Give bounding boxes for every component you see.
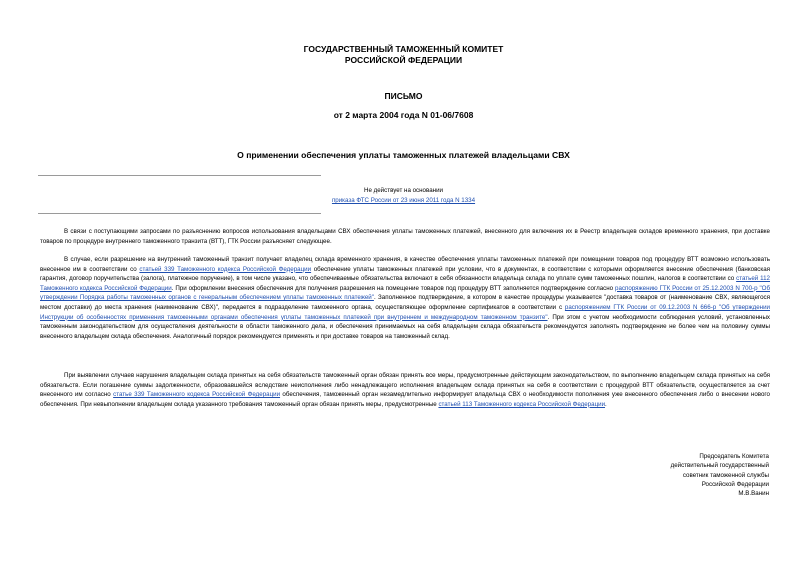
link-order-666r[interactable]: распоряжением ГТК России от 09.12.2003 N 666-р "Об утверждении Инструкции об особенностях применения таможенными органами обеспечения уплаты таможенных платежей при внутреннем и международном таможенном транзите" xyxy=(40,303,770,321)
signatory-name: М.В.Ванин xyxy=(738,490,769,498)
divider-bottom xyxy=(38,213,321,214)
signatory-title-4: Российской Федерации xyxy=(701,480,769,488)
link-article-339[interactable]: статьей 339 Таможенного кодекса Российской Федерации xyxy=(139,265,312,273)
document-type: ПИСЬМО xyxy=(384,91,423,101)
issuer-line-2: РОССИЙСКОЙ ФЕДЕРАЦИИ xyxy=(344,55,463,65)
link-article-112[interactable]: статьей 112 Таможенного кодекса Российской Федерации xyxy=(40,275,771,292)
issuer-line-1: ГОСУДАРСТВЕННЫЙ ТАМОЖЕННЫЙ КОМИТЕТ xyxy=(303,44,504,54)
paragraph-3-text: обеспечения, таможенный орган незамедлительно информирует владельца СВХ о необходимости пополнения уже внесенного обеспечения либо о внесении нового обеспечения. При невыполнении владельцем склада указанного требования таможенный орган обязан принять меры, предусмотренные xyxy=(40,391,770,408)
paragraph-1 xyxy=(40,227,770,246)
status-note xyxy=(0,186,807,206)
issuer-block xyxy=(0,44,807,66)
status-text: Не действует на основании xyxy=(364,187,443,194)
signatory-title-2: действительный государственный xyxy=(670,462,769,470)
signatory-title-1: Председатель Комитета xyxy=(699,453,769,460)
link-article-113[interactable]: статьей 113 Таможенного кодекса Российской Федерации xyxy=(438,400,606,408)
repeal-order-link[interactable]: приказа ФТС России от 23 июня 2011 года N 1334 xyxy=(331,197,476,204)
paragraph-1-text: В связи с поступающими запросами по разъяснению вопросов использования владельцами СВХ обеспечения уплаты таможенных платежей, внесенного для включения их в Реестр владельцев складов временного хранения, при доставке товаров по процедуре внутреннего таможенного транзита (ВТТ), ГТК России разъясняет следующее. xyxy=(40,228,770,245)
paragraph-2-text: В случае, если разрешение на внутренний таможенный транзит получает владелец склада временного хранения, в качестве обеспечения уплаты таможенных платежей при помещении товаров под процедуру ВТТ возможно использовать внесенное им в соответствии со xyxy=(40,256,770,273)
paragraph-3-text: . xyxy=(605,400,607,408)
link-article-339-2[interactable]: статье 339 Таможенного кодекса Российской Федерации xyxy=(113,391,281,399)
signature-block xyxy=(671,452,769,498)
divider-top xyxy=(38,175,321,176)
document-date: от 2 марта 2004 года N 01-06/7608 xyxy=(333,110,474,120)
paragraph-2 xyxy=(40,255,770,341)
document-subject: О применении обеспечения уплаты таможенных платежей владельцами СВХ xyxy=(237,150,570,160)
paragraph-2-text: обеспечение уплаты таможенных платежей при условии, что в документах, в соответствии с которыми оформляется внесение обеспечения (банковская гарантия, договор поручительства (залога), платежное поручение), в том числе указано, что обеспечиваемые обязательства включают в себя обязанности владельца склада по уплате сумм таможенных пошлин, налогов в соответствии со xyxy=(40,265,771,283)
paragraph-3 xyxy=(40,371,770,409)
paragraph-2-text: . При оформлении внесения обеспечения для получения разрешения на помещение товаров под процедуру ВТТ заполняется подтверждение согласно xyxy=(171,284,615,292)
paragraph-2-text: . Заполненное подтверждение, в котором в качестве процедуры указывается "доставка товаров от (наименование СВХ, являющегося местом доставки) до места хранения (наименование СВХ)", передается в подразделение таможенного органа, осуществляющее оформление сертификатов в соответствии с xyxy=(40,294,770,311)
paragraph-3-text: При выявлении случаев нарушения владельцем склада принятых на себя обязательств таможенный орган обязан принять все меры, предусмотренные действующим законодательством, по выполнению владельцем склада принятых на себя обязательств. Если погашение суммы задолженности, образовавшейся вследствие неисполнения либо ненадлежащего исполнения владельцем склада принятых на себя в соответствии с процедурой ВТТ обязательств, осуществляется за счет внесенного им согласно xyxy=(40,372,770,399)
paragraph-2-text: . При этом с учетом необходимости соблюдения условий, установленных таможенным законодательством для осуществления деятельности в области таможенного дела, и обеспечения принимаемых на себя владельцем склада обязательств рекомендуется заполнять подтверждение не более чем на половину суммы внесенного владельцем склада обеспечения. Аналогичный порядок рекомендуется применять и при доставке товаров на таможенный склад. xyxy=(40,313,770,340)
signatory-title-3: советник таможенной службы xyxy=(682,471,769,479)
link-order-700r[interactable]: распоряжению ГТК России от 25.12.2003 N 700-р "Об утверждении Порядка работы таможенных органов с генеральным обеспечением уплаты таможенных платежей" xyxy=(40,284,770,302)
